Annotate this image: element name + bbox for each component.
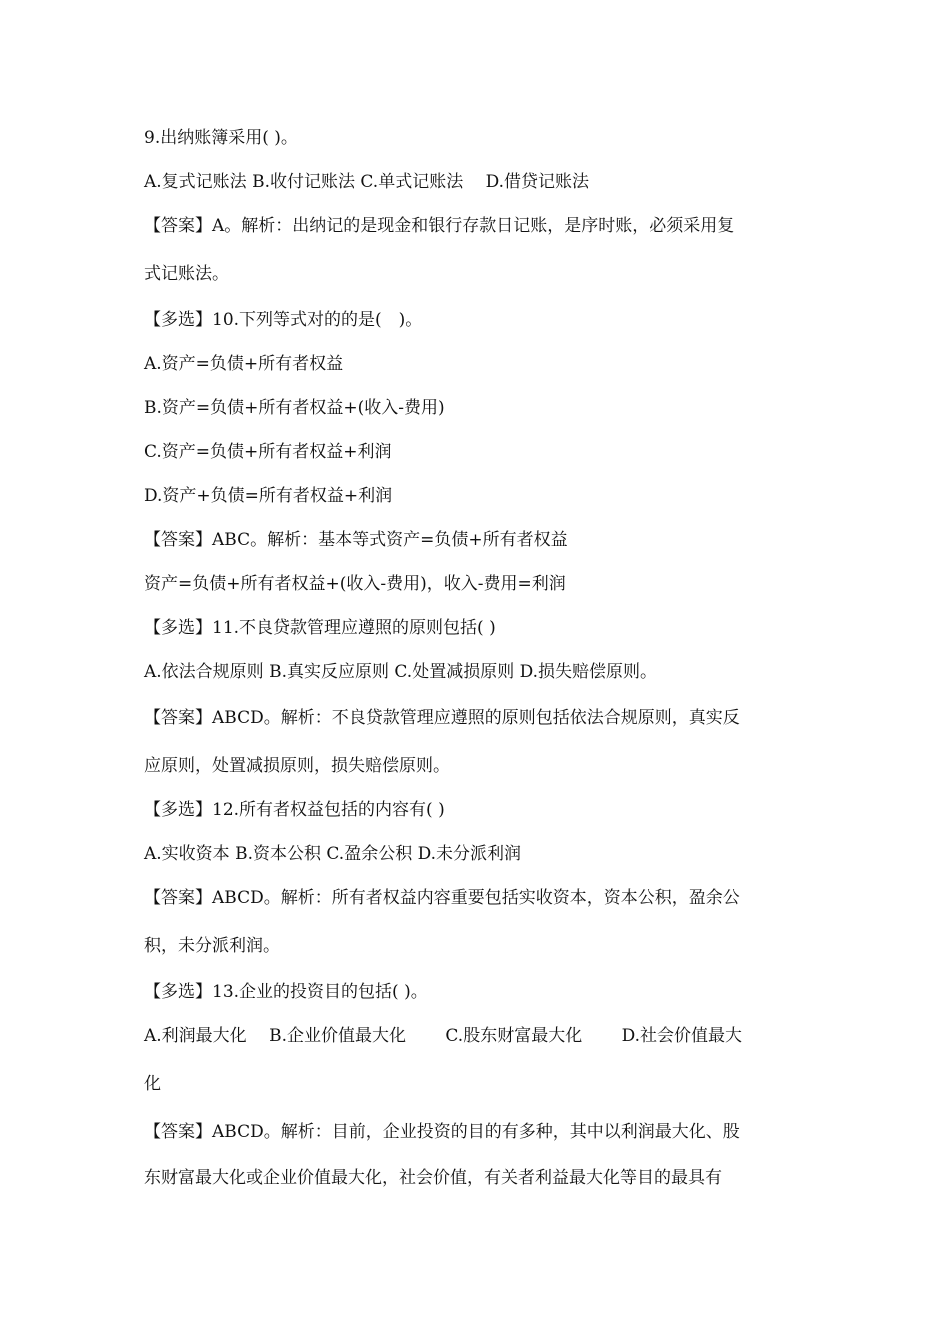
question-10-option-b: B.资产=负债+所有者权益+(收入-费用) bbox=[144, 398, 445, 418]
question-12-options: A.实收资本 B.资本公积 C.盈余公积 D.未分派利润 bbox=[144, 844, 522, 864]
question-12-answer-cont: 积，未分派利润。 bbox=[144, 936, 280, 956]
question-10-option-a: A.资产=负债+所有者权益 bbox=[144, 354, 344, 374]
question-13-stem: 【多选】13.企业的投资目的包括( )。 bbox=[144, 982, 428, 1002]
question-10-answer: 【答案】ABC。解析：基本等式资产=负债+所有者权益 bbox=[144, 530, 568, 550]
question-11-stem: 【多选】11.不良贷款管理应遵照的原则包括( ) bbox=[144, 618, 496, 638]
question-9-answer: 【答案】A。解析：出纳记的是现金和银行存款日记账，是序时账，必须采用复 bbox=[144, 216, 735, 236]
question-10-stem: 【多选】10.下列等式对的的是( )。 bbox=[144, 310, 423, 330]
question-11-answer: 【答案】ABCD。解析：不良贷款管理应遵照的原则包括依法合规原则，真实反 bbox=[144, 708, 740, 728]
question-11-options: A.依法合规原则 B.真实反应原则 C.处置减损原则 D.损失赔偿原则。 bbox=[144, 662, 658, 682]
question-13-options-cont: 化 bbox=[144, 1074, 161, 1094]
question-12-stem: 【多选】12.所有者权益包括的内容有( ) bbox=[144, 800, 445, 820]
question-11-answer-cont: 应原则，处置减损原则，损失赔偿原则。 bbox=[144, 756, 450, 776]
question-13-options: A.利润最大化 B.企业价值最大化 C.股东财富最大化 D.社会价值最大 bbox=[144, 1026, 743, 1046]
question-13-answer-cont: 东财富最大化或企业价值最大化，社会价值，有关者利益最大化等目的最具有 bbox=[144, 1168, 722, 1188]
question-9-answer-cont: 式记账法。 bbox=[144, 264, 229, 284]
question-12-answer: 【答案】ABCD。解析：所有者权益内容重要包括实收资本，资本公积，盈余公 bbox=[144, 888, 740, 908]
question-10-option-c: C.资产=负债+所有者权益+利润 bbox=[144, 442, 392, 462]
question-9-options: A.复式记账法 B.收付记账法 C.单式记账法 D.借贷记账法 bbox=[144, 172, 590, 192]
question-13-answer: 【答案】ABCD。解析：目前，企业投资的目的有多种，其中以利润最大化、股 bbox=[144, 1122, 740, 1142]
question-10-answer-cont: 资产=负债+所有者权益+(收入-费用)，收入-费用=利润 bbox=[144, 574, 566, 594]
question-10-option-d: D.资产+负债=所有者权益+利润 bbox=[144, 486, 393, 506]
question-9-stem: 9.出纳账簿采用( )。 bbox=[144, 128, 298, 148]
